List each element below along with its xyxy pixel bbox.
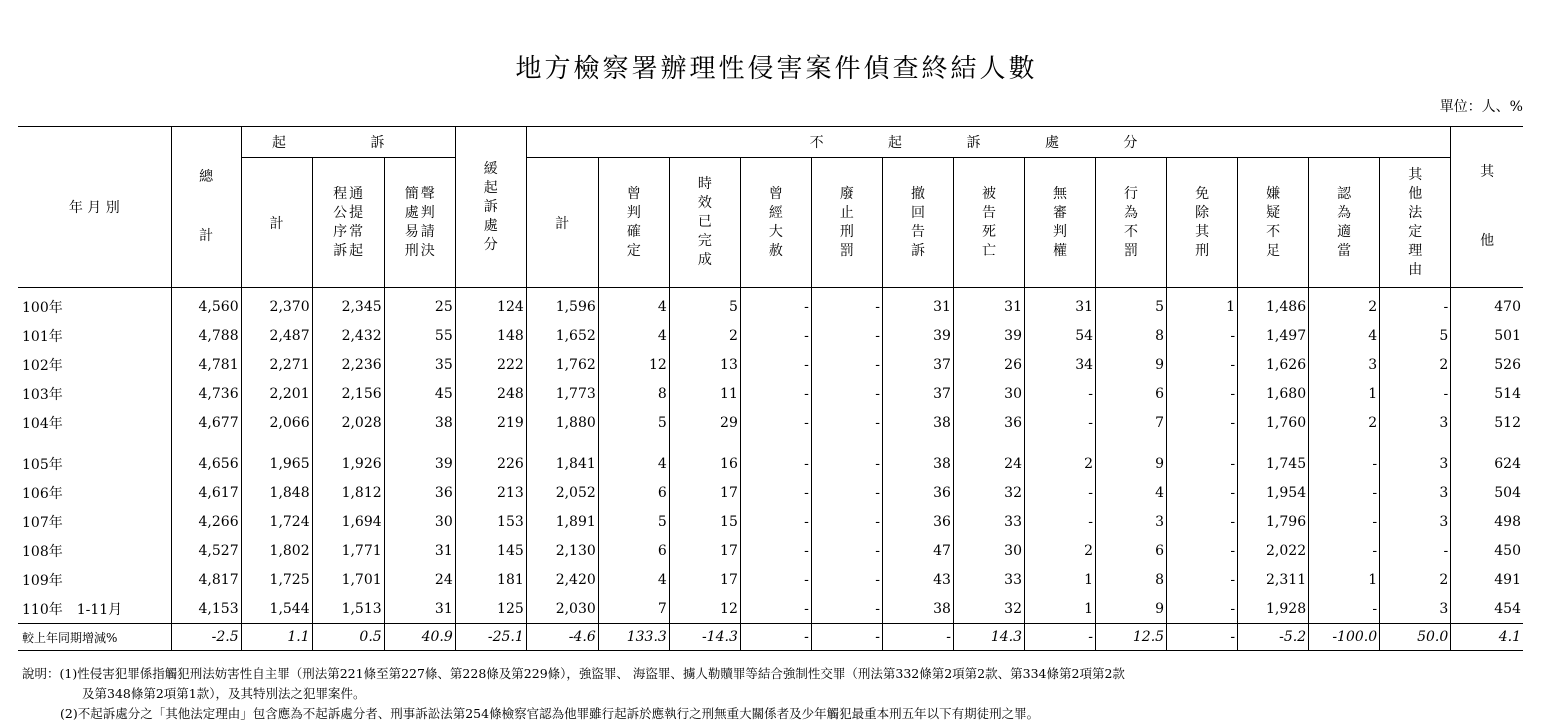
table-cell: 4 bbox=[1096, 478, 1167, 507]
table-cell: 1,652 bbox=[526, 321, 598, 350]
table-cell: 16 bbox=[669, 449, 740, 478]
table-cell: 153 bbox=[455, 507, 526, 536]
table-cell: - bbox=[1309, 507, 1380, 536]
table-cell: 3 bbox=[1380, 594, 1451, 624]
table-cell: 33 bbox=[953, 507, 1024, 536]
table-cell: 9 bbox=[1096, 594, 1167, 624]
table-cell: 2,066 bbox=[241, 408, 312, 437]
table-cell: 1,880 bbox=[526, 408, 598, 437]
row-label: 109年 bbox=[22, 572, 63, 589]
table-cell: 1,513 bbox=[312, 594, 384, 624]
table-cell: 501 bbox=[1451, 321, 1523, 350]
table-cell: 31 bbox=[384, 594, 455, 624]
table-cell: - bbox=[811, 288, 882, 322]
table-cell: - bbox=[1024, 379, 1095, 408]
table-cell: - bbox=[811, 624, 882, 651]
table-row bbox=[18, 478, 1523, 507]
table-cell: 43 bbox=[882, 565, 953, 594]
table-cell: 2,487 bbox=[241, 321, 312, 350]
table-row bbox=[18, 321, 1523, 350]
header-np-col: 認 為 適 當 bbox=[1309, 158, 1380, 288]
table-cell: 50.0 bbox=[1380, 624, 1451, 651]
table-cell: 3 bbox=[1380, 478, 1451, 507]
table-cell: 24 bbox=[384, 565, 455, 594]
table-cell: 6 bbox=[598, 478, 669, 507]
table-cell: 31 bbox=[953, 288, 1024, 322]
page-title: 地方檢察署辦理性侵害案件偵查終結人數 bbox=[515, 54, 1038, 84]
table-cell: 45 bbox=[384, 379, 455, 408]
table-cell: - bbox=[1167, 350, 1238, 379]
table-cell: 624 bbox=[1451, 449, 1523, 478]
table-cell: 12.5 bbox=[1096, 624, 1167, 651]
table-cell: 1 bbox=[1309, 379, 1380, 408]
table-cell: 3 bbox=[1380, 449, 1451, 478]
table-cell: 450 bbox=[1451, 536, 1523, 565]
row-label: 100年 bbox=[22, 299, 63, 316]
table-cell: 5 bbox=[598, 507, 669, 536]
table-cell: 526 bbox=[1451, 350, 1523, 379]
table-cell: 17 bbox=[669, 565, 740, 594]
table-cell: 39 bbox=[953, 321, 1024, 350]
table-cell: 13 bbox=[669, 350, 740, 379]
table-cell: -25.1 bbox=[455, 624, 526, 651]
table-cell: 55 bbox=[384, 321, 455, 350]
data-table bbox=[18, 126, 1523, 651]
header-pros-summary: 聲 判 請 決 簡 處 易 刑 bbox=[384, 158, 455, 288]
table-cell: 1,841 bbox=[526, 449, 598, 478]
table-cell: - bbox=[1309, 594, 1380, 624]
table-cell: 12 bbox=[669, 594, 740, 624]
table-cell: 2 bbox=[1309, 288, 1380, 322]
table-cell: 6 bbox=[1096, 536, 1167, 565]
table-cell: 9 bbox=[1096, 449, 1167, 478]
table-cell: 30 bbox=[384, 507, 455, 536]
table-cell: 40.9 bbox=[384, 624, 455, 651]
table-cell: 8 bbox=[1096, 565, 1167, 594]
table-cell: 36 bbox=[882, 478, 953, 507]
table-cell: 5 bbox=[598, 408, 669, 437]
table-cell: -5.2 bbox=[1238, 624, 1309, 651]
table-cell: - bbox=[1167, 478, 1238, 507]
table-cell: - bbox=[1167, 594, 1238, 624]
table-row bbox=[18, 350, 1523, 379]
table-cell: - bbox=[1309, 478, 1380, 507]
table-cell: 4,266 bbox=[171, 507, 241, 536]
table-cell: 498 bbox=[1451, 507, 1523, 536]
table-cell: 1,694 bbox=[312, 507, 384, 536]
table-cell: - bbox=[811, 565, 882, 594]
table-cell: 4,560 bbox=[171, 288, 241, 322]
table-cell: 2 bbox=[1380, 350, 1451, 379]
table-cell: 4.1 bbox=[1451, 624, 1523, 651]
table-cell: 2,030 bbox=[526, 594, 598, 624]
table-cell: 4,656 bbox=[171, 449, 241, 478]
table-cell: - bbox=[811, 478, 882, 507]
table-cell: 34 bbox=[1024, 350, 1095, 379]
table-cell: 2 bbox=[1024, 536, 1095, 565]
header-year: 年 月 別 bbox=[68, 200, 120, 216]
table-cell: 4,527 bbox=[171, 536, 241, 565]
header-prosecution: 起 訴 bbox=[241, 127, 455, 158]
row-label: 108年 bbox=[22, 543, 63, 560]
table-cell: - bbox=[1309, 536, 1380, 565]
table-cell: - bbox=[1167, 321, 1238, 350]
table-cell: 3 bbox=[1380, 408, 1451, 437]
table-cell: 14.3 bbox=[953, 624, 1024, 651]
table-cell: 1,596 bbox=[526, 288, 598, 322]
table-cell: 4 bbox=[598, 565, 669, 594]
table-cell: 38 bbox=[882, 449, 953, 478]
table-cell: 3 bbox=[1380, 507, 1451, 536]
table-cell: 3 bbox=[1096, 507, 1167, 536]
note-1: 說明：(1)性侵害犯罪係指觸犯刑法妨害性自主罪（刑法第221條至第227條、第228條及第229條），強盜罪、 海盜罪、擄人勒贖罪等結合強制性交罪（刑法第332條第2項第2款、第334條第2項第2款 bbox=[22, 666, 1125, 681]
table-cell: 470 bbox=[1451, 288, 1523, 322]
table-cell: 1,725 bbox=[241, 565, 312, 594]
table-cell: 1,928 bbox=[1238, 594, 1309, 624]
table-cell: 39 bbox=[882, 321, 953, 350]
table-row bbox=[18, 536, 1523, 565]
table-cell: -14.3 bbox=[669, 624, 740, 651]
table-cell: 4,817 bbox=[171, 565, 241, 594]
table-cell: 1,848 bbox=[241, 478, 312, 507]
table-cell: 514 bbox=[1451, 379, 1523, 408]
table-cell: 37 bbox=[882, 379, 953, 408]
table-cell: 11 bbox=[669, 379, 740, 408]
table-cell: 454 bbox=[1451, 594, 1523, 624]
unit-label: 單位：人、% bbox=[1439, 99, 1523, 115]
table-cell: 145 bbox=[455, 536, 526, 565]
table-row bbox=[18, 594, 1523, 624]
table-cell: 1,954 bbox=[1238, 478, 1309, 507]
table-cell: - bbox=[740, 449, 811, 478]
table-cell: - bbox=[811, 449, 882, 478]
table-cell: 4,153 bbox=[171, 594, 241, 624]
table-cell: 248 bbox=[455, 379, 526, 408]
table-cell: 148 bbox=[455, 321, 526, 350]
table-cell: 1,701 bbox=[312, 565, 384, 594]
table-cell: - bbox=[740, 594, 811, 624]
table-cell: 2,156 bbox=[312, 379, 384, 408]
table-cell: 4 bbox=[598, 321, 669, 350]
table-cell: 30 bbox=[953, 379, 1024, 408]
table-cell: - bbox=[1380, 379, 1451, 408]
row-label: 102年 bbox=[22, 357, 63, 374]
table-cell: 9 bbox=[1096, 350, 1167, 379]
table-cell: - bbox=[811, 408, 882, 437]
table-cell: 17 bbox=[669, 478, 740, 507]
header-np-col: 被 告 死 亡 bbox=[953, 158, 1024, 288]
header-np-col: 嫌 疑 不 足 bbox=[1238, 158, 1309, 288]
table-cell: 1,965 bbox=[241, 449, 312, 478]
table-cell: 491 bbox=[1451, 565, 1523, 594]
table-cell: 35 bbox=[384, 350, 455, 379]
table-body bbox=[18, 288, 1523, 651]
table-cell: - bbox=[1167, 379, 1238, 408]
table-row bbox=[18, 408, 1523, 437]
table-cell: 2,236 bbox=[312, 350, 384, 379]
table-cell: 1,802 bbox=[241, 536, 312, 565]
header-np-col: 免 除 其 刑 bbox=[1167, 158, 1238, 288]
table-cell: - bbox=[1024, 507, 1095, 536]
table-cell: 5 bbox=[669, 288, 740, 322]
table-cell: - bbox=[1167, 449, 1238, 478]
table-cell: 17 bbox=[669, 536, 740, 565]
table-cell: 2 bbox=[1309, 408, 1380, 437]
table-cell: 38 bbox=[384, 408, 455, 437]
table-cell: 222 bbox=[455, 350, 526, 379]
table-row bbox=[18, 449, 1523, 478]
table-cell: 2,028 bbox=[312, 408, 384, 437]
row-label: 104年 bbox=[22, 415, 63, 432]
table-cell: - bbox=[811, 350, 882, 379]
table-cell: - bbox=[1167, 624, 1238, 651]
table-cell: 39 bbox=[384, 449, 455, 478]
table-cell: 4 bbox=[598, 288, 669, 322]
notes bbox=[22, 664, 1125, 724]
table-cell: 1 bbox=[1167, 288, 1238, 322]
header-pros-normal: 通 提 常 起 程 公 序 訴 bbox=[312, 158, 384, 288]
table-cell: 1,724 bbox=[241, 507, 312, 536]
table-header bbox=[18, 127, 1523, 288]
table-cell: 2,052 bbox=[526, 478, 598, 507]
table-cell: 7 bbox=[598, 594, 669, 624]
table-cell: 2,345 bbox=[312, 288, 384, 322]
row-label: 110年 1-11月 bbox=[22, 601, 123, 618]
note-1-cont: 及第348條第2項第1款），及其特別法之犯罪案件。 bbox=[82, 686, 366, 701]
change-row bbox=[18, 624, 1523, 651]
table-cell: 1 bbox=[1024, 565, 1095, 594]
table-cell: 12 bbox=[598, 350, 669, 379]
table-cell: 4,781 bbox=[171, 350, 241, 379]
table-cell: 1,497 bbox=[1238, 321, 1309, 350]
table-cell: 33 bbox=[953, 565, 1024, 594]
table-cell: 4 bbox=[598, 449, 669, 478]
table-cell: 1,680 bbox=[1238, 379, 1309, 408]
table-cell: 8 bbox=[1096, 321, 1167, 350]
table-cell: 6 bbox=[1096, 379, 1167, 408]
table-cell: - bbox=[740, 379, 811, 408]
table-cell: 1,796 bbox=[1238, 507, 1309, 536]
table-cell: 219 bbox=[455, 408, 526, 437]
table-cell: - bbox=[1167, 408, 1238, 437]
row-label: 101年 bbox=[22, 328, 63, 345]
header-no-prosecution: 不 起 訴 處 分 bbox=[526, 127, 1451, 158]
table-cell: - bbox=[740, 350, 811, 379]
table-cell: - bbox=[1024, 408, 1095, 437]
header-np-col: 曾 經 大 赦 bbox=[740, 158, 811, 288]
row-label: 105年 bbox=[22, 456, 63, 473]
table-cell: 1,745 bbox=[1238, 449, 1309, 478]
table-cell: - bbox=[740, 624, 811, 651]
table-cell: 31 bbox=[882, 288, 953, 322]
table-cell: - bbox=[1309, 449, 1380, 478]
table-cell: - bbox=[811, 321, 882, 350]
table-cell: 1,626 bbox=[1238, 350, 1309, 379]
table-row bbox=[18, 288, 1523, 322]
header-np-col: 時 效 已 完 成 bbox=[669, 158, 740, 288]
header-other: 其 他 bbox=[1451, 127, 1523, 288]
header-total: 總 計 bbox=[171, 127, 241, 288]
table-cell: - bbox=[1380, 536, 1451, 565]
table-cell: 29 bbox=[669, 408, 740, 437]
header-pros-total: 計 bbox=[241, 158, 312, 288]
table-cell: 5 bbox=[1380, 321, 1451, 350]
table-cell: 31 bbox=[1024, 288, 1095, 322]
table-cell: - bbox=[1167, 565, 1238, 594]
table-cell: 1,760 bbox=[1238, 408, 1309, 437]
table-cell: 133.3 bbox=[598, 624, 669, 651]
table-cell: 38 bbox=[882, 594, 953, 624]
table-cell: 38 bbox=[882, 408, 953, 437]
row-label: 較上年同期增減% bbox=[18, 624, 171, 651]
table-cell: 4,617 bbox=[171, 478, 241, 507]
table-cell: 1,544 bbox=[241, 594, 312, 624]
table-cell: - bbox=[1024, 624, 1095, 651]
table-cell: 1.1 bbox=[241, 624, 312, 651]
table-cell: - bbox=[1167, 536, 1238, 565]
table-cell: 25 bbox=[384, 288, 455, 322]
table-cell: - bbox=[740, 408, 811, 437]
table-cell: 4,788 bbox=[171, 321, 241, 350]
table-cell: 15 bbox=[669, 507, 740, 536]
table-cell: - bbox=[1380, 288, 1451, 322]
table-cell: 1,891 bbox=[526, 507, 598, 536]
table-cell: 504 bbox=[1451, 478, 1523, 507]
table-cell: 1 bbox=[1024, 594, 1095, 624]
table-cell: 1,926 bbox=[312, 449, 384, 478]
table-cell: - bbox=[740, 565, 811, 594]
table-cell: 2,130 bbox=[526, 536, 598, 565]
header-np-col: 曾 判 確 定 bbox=[598, 158, 669, 288]
table-cell: 36 bbox=[953, 408, 1024, 437]
header-np-col: 撤 回 告 訴 bbox=[882, 158, 953, 288]
table-cell: 2,420 bbox=[526, 565, 598, 594]
table-cell: 2,022 bbox=[1238, 536, 1309, 565]
table-cell: 1,762 bbox=[526, 350, 598, 379]
table-cell: 7 bbox=[1096, 408, 1167, 437]
table-cell: 226 bbox=[455, 449, 526, 478]
table-cell: 36 bbox=[384, 478, 455, 507]
header-np-col: 行 為 不 罰 bbox=[1096, 158, 1167, 288]
table-cell: 47 bbox=[882, 536, 953, 565]
header-deferred: 緩 起 訴 處 分 bbox=[455, 127, 526, 288]
header-np-col: 廢 止 刑 罰 bbox=[811, 158, 882, 288]
table-cell: 54 bbox=[1024, 321, 1095, 350]
table-cell: 0.5 bbox=[312, 624, 384, 651]
table-cell: 26 bbox=[953, 350, 1024, 379]
row-label: 107年 bbox=[22, 514, 63, 531]
header-np-total: 計 bbox=[526, 158, 598, 288]
table-cell: - bbox=[811, 379, 882, 408]
header-np-col: 無 審 判 權 bbox=[1024, 158, 1095, 288]
table-cell: 2,311 bbox=[1238, 565, 1309, 594]
note-2: (2)不起訴處分之「其他法定理由」包含應為不起訴處分者、刑事訴訟法第254條檢察官認為他罪雖行起訴於應執行之刑無重大關係者及少年觸犯最重本刑五年以下有期徒刑之罪。 bbox=[60, 706, 1040, 721]
table-row bbox=[18, 379, 1523, 408]
table-cell: - bbox=[740, 478, 811, 507]
table-cell: - bbox=[740, 288, 811, 322]
table-cell: 4 bbox=[1309, 321, 1380, 350]
table-cell: -100.0 bbox=[1309, 624, 1380, 651]
table-cell: 2,370 bbox=[241, 288, 312, 322]
table-cell: 37 bbox=[882, 350, 953, 379]
table-cell: 2,271 bbox=[241, 350, 312, 379]
row-label: 103年 bbox=[22, 386, 63, 403]
table-cell: 30 bbox=[953, 536, 1024, 565]
table-cell: 3 bbox=[1309, 350, 1380, 379]
table-row bbox=[18, 507, 1523, 536]
table-cell: 124 bbox=[455, 288, 526, 322]
table-cell: 1,773 bbox=[526, 379, 598, 408]
table-cell: - bbox=[882, 624, 953, 651]
table-cell: 2,201 bbox=[241, 379, 312, 408]
table-cell: 36 bbox=[882, 507, 953, 536]
table-cell: - bbox=[740, 507, 811, 536]
table-cell: 2,432 bbox=[312, 321, 384, 350]
table-cell: 2 bbox=[1380, 565, 1451, 594]
table-cell: - bbox=[811, 536, 882, 565]
table-cell: 31 bbox=[384, 536, 455, 565]
table-cell: -4.6 bbox=[526, 624, 598, 651]
table-cell: 4,736 bbox=[171, 379, 241, 408]
table-cell: 512 bbox=[1451, 408, 1523, 437]
table-cell: 6 bbox=[598, 536, 669, 565]
table-cell: 125 bbox=[455, 594, 526, 624]
header-np-col: 其 他 法 定 理 由 bbox=[1380, 158, 1451, 288]
row-label: 106年 bbox=[22, 485, 63, 502]
table-cell: 8 bbox=[598, 379, 669, 408]
table-cell: 1,486 bbox=[1238, 288, 1309, 322]
table-cell: 32 bbox=[953, 478, 1024, 507]
table-cell: - bbox=[1024, 478, 1095, 507]
table-cell: 213 bbox=[455, 478, 526, 507]
table-cell: - bbox=[811, 594, 882, 624]
table-cell: 181 bbox=[455, 565, 526, 594]
table-cell: 4,677 bbox=[171, 408, 241, 437]
table-cell: 1,771 bbox=[312, 536, 384, 565]
table-cell: - bbox=[1167, 507, 1238, 536]
table-row bbox=[18, 565, 1523, 594]
table-cell: - bbox=[740, 536, 811, 565]
table-cell: 1,812 bbox=[312, 478, 384, 507]
table-cell: 1 bbox=[1309, 565, 1380, 594]
table-cell: -2.5 bbox=[171, 624, 241, 651]
table-cell: 2 bbox=[1024, 449, 1095, 478]
table-cell: 5 bbox=[1096, 288, 1167, 322]
table-cell: 2 bbox=[669, 321, 740, 350]
table-cell: 32 bbox=[953, 594, 1024, 624]
table-cell: 24 bbox=[953, 449, 1024, 478]
table-cell: - bbox=[811, 507, 882, 536]
table-cell: - bbox=[740, 321, 811, 350]
